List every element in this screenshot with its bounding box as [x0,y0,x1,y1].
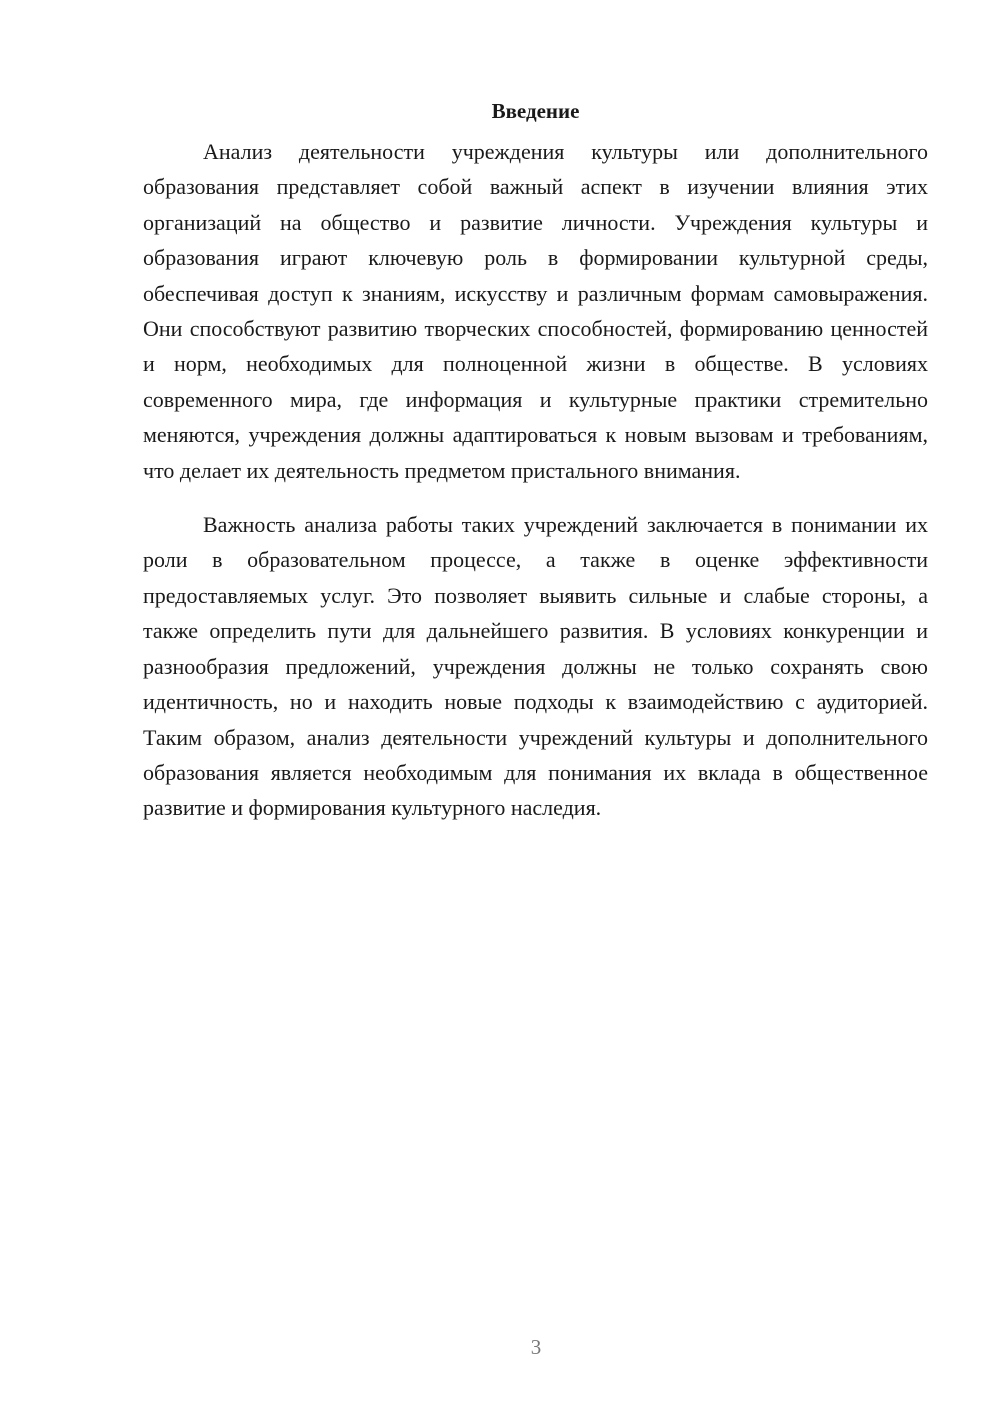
paragraph-1: Анализ деятельности учреждения культуры или дополнительного образования представляет собой важный аспект в изучении влияния этих организаций на общество и развитие личности. Учреждения культуры и образования играют ключевую роль в формировании культурной среды, обеспечивая доступ к знаниям, искусству и различным формам самовыражения. Они способствуют развитию творческих способностей, формированию ценностей и норм, необходимых для полноценной жизни в обществе. В условиях современного мира, где информация и культурные практики стремительно меняются, учреждения должны адаптироваться к новым вызовам и требованиям, что делает их деятельность предметом пристального внимания. [143,139,928,483]
page-number: 3 [530,1335,542,1359]
paragraph-2: Важность анализа работы таких учреждений заключается в понимании их роли в образовательном процессе, а также в оценке эффективности предоставляемых услуг. Это позволяет выявить сильные и слабые стороны, а также определить пути для дальнейшего развития. В условиях конкуренции и разнообразия предложений, учреждения должны не только сохранять свою идентичность, но и находить новые подходы к взаимодействию с аудиторией. Таким образом, анализ деятельности учреждений культуры и дополнительного образования является необходимым для понимания их вклада в общественное развитие и формирования культурного наследия. [143,512,928,821]
page-content [143,96,928,826]
section-heading: Введение [491,99,580,123]
